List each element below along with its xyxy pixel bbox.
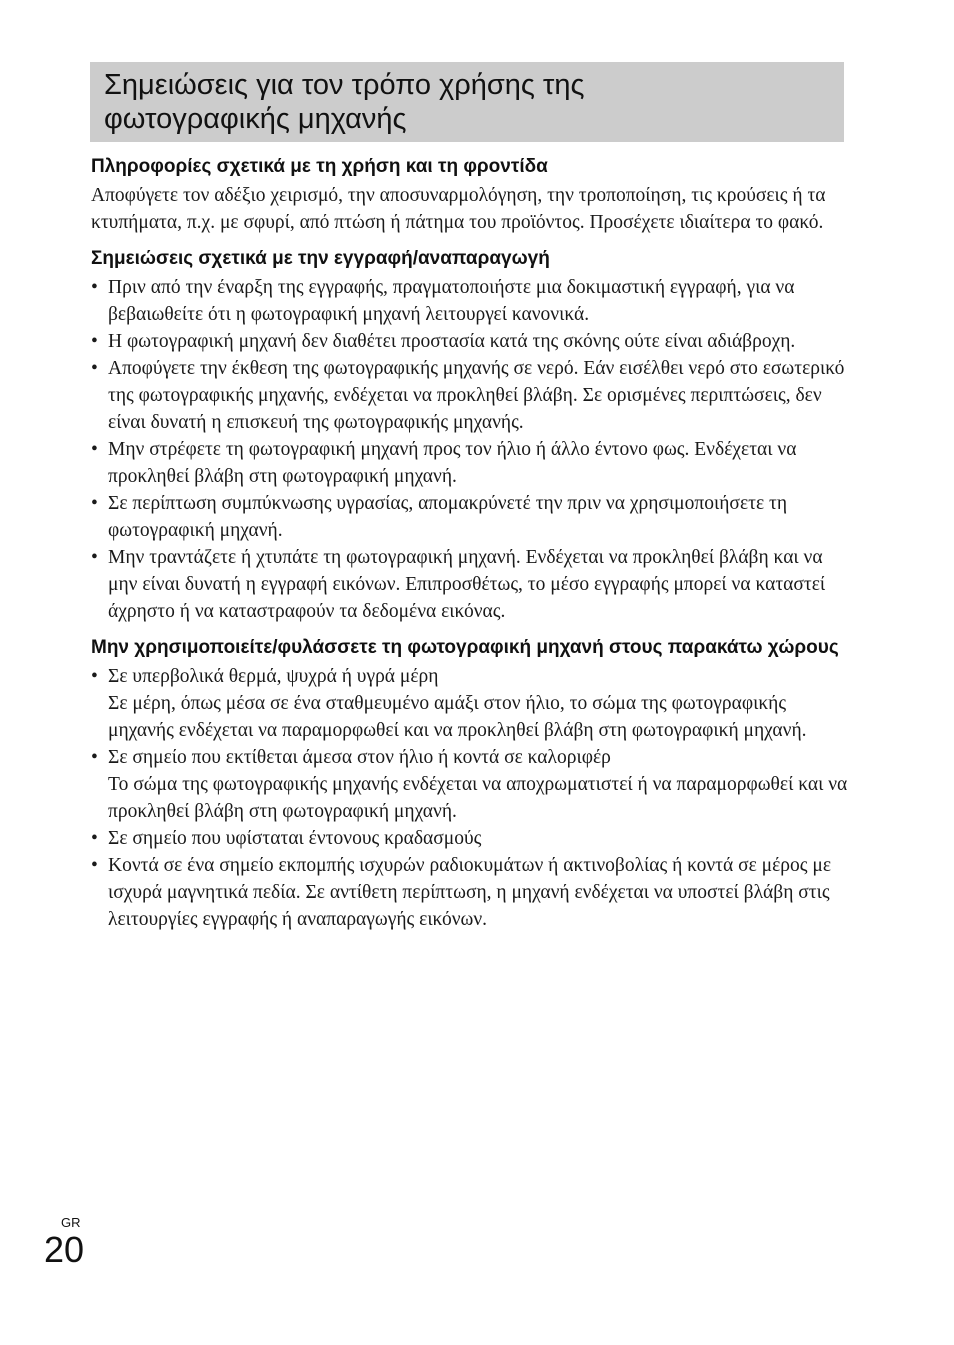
- page-title-box: [90, 62, 844, 142]
- list-item: • Η φωτογραφική μηχανή δεν διαθέτει προστασία κατά της σκόνης ούτε είναι αδιάβροχη.: [91, 328, 851, 355]
- list-item: • Μην τραντάζετε ή χτυπάτε τη φωτογραφική μηχανή. Ενδέχεται να προκληθεί βλάβη και να μην είναι δυνατή η εγγραφή εικόνων. Επιπροσθέτως, το μέσο εγγραφής μπορεί να καταστεί άχρηστο ή να καταστραφούν τα δεδομένα εικόνας.: [91, 544, 851, 625]
- bullet-list: [91, 274, 851, 625]
- list-item: [91, 825, 851, 852]
- section-heading: Σημειώσεις σχετικά με την εγγραφή/αναπαραγωγή: [91, 248, 550, 269]
- list-item-title: Σε σημείο που εκτίθεται άμεσα στον ήλιο ή κοντά σε καλοριφέρ: [108, 747, 611, 768]
- list-item-detail: Σε μέρη, όπως μέσα σε ένα σταθμευμένο αμάξι στον ήλιο, το σώμα της φωτογραφικής μηχανής ενδέχεται να παραμορφωθεί και να προκληθεί βλάβη στη φωτογραφική μηχανή.: [108, 693, 807, 741]
- list-item: [91, 663, 851, 744]
- section-paragraph: Αποφύγετε τον αδέξιο χειρισμό, την αποσυναρμολόγηση, την τροποποίηση, τις κρούσεις ή τα κτυπήματα, π.χ. με σφυρί, από πτώση ή πάτημα του προϊόντος. Προσέχετε ιδιαίτερα το φακό.: [91, 185, 826, 233]
- list-item-detail: Το σώμα της φωτογραφικής μηχανής ενδέχεται να αποχρωματιστεί ή να παραμορφωθεί και να προκληθεί βλάβη στη φωτογραφική μηχανή.: [108, 774, 848, 822]
- list-item: [91, 744, 851, 825]
- list-item: • Μην στρέφετε τη φωτογραφική μηχανή προς τον ήλιο ή άλλο έντονο φως. Ενδέχεται να προκληθεί βλάβη στη φωτογραφική μηχανή.: [91, 436, 851, 490]
- page-title-line-2: φωτογραφικής μηχανής: [104, 103, 407, 135]
- page-number: 20: [44, 1229, 85, 1270]
- list-item-title: Κοντά σε ένα σημείο εκπομπής ισχυρών ραδιοκυμάτων ή ακτινοβολίας ή κοντά σε μέρος με ισχυρά μαγνητικά πεδία. Σε αντίθετη περίπτωση, η μηχανή ενδέχεται να υποστεί βλάβη στις λειτουργίες εγγραφής ή αναπαραγωγής εικόνων.: [108, 855, 832, 930]
- list-item: • Αποφύγετε την έκθεση της φωτογραφικής μηχανής σε νερό. Εάν εισέλθει νερό στο εσωτερικό της φωτογραφικής μηχανής, ενδέχεται να προκληθεί βλάβη. Σε ορισμένες περιπτώσεις, δεν είναι δυνατή η επισκευή της φωτογραφικής μηχανής.: [91, 355, 851, 436]
- page-footer: [44, 1216, 84, 1270]
- list-item-title: Σε σημείο που υφίσταται έντονους κραδασμούς: [108, 828, 482, 849]
- list-item: • Σε περίπτωση συμπύκνωσης υγρασίας, απομακρύνετέ την πριν να χρησιμοποιήσετε τη φωτογραφική μηχανή.: [91, 490, 851, 544]
- document-body: [91, 152, 851, 933]
- section-heading: Πληροφορίες σχετικά με τη χρήση και τη φροντίδα: [91, 156, 548, 177]
- section-recording: [91, 244, 851, 625]
- page-title-line-1: Σημειώσεις για τον τρόπο χρήσης της: [104, 69, 585, 101]
- bullet-list: [91, 663, 851, 933]
- section-heading: Μην χρησιμοποιείτε/φυλάσσετε τη φωτογραφική μηχανή στους παρακάτω χώρους: [91, 637, 839, 658]
- list-item: • Πριν από την έναρξη της εγγραφής, πραγματοποιήστε μια δοκιμαστική εγγραφή, για να βεβαιωθείτε ότι η φωτογραφική μηχανή λειτουργεί κανονικά.: [91, 274, 851, 328]
- section-storage: [91, 633, 851, 933]
- section-care: [91, 152, 851, 236]
- page-title: [104, 68, 830, 136]
- list-item: [91, 852, 851, 933]
- language-code: GR: [61, 1215, 81, 1230]
- list-item-title: Σε υπερβολικά θερμά, ψυχρά ή υγρά μέρη: [108, 666, 439, 687]
